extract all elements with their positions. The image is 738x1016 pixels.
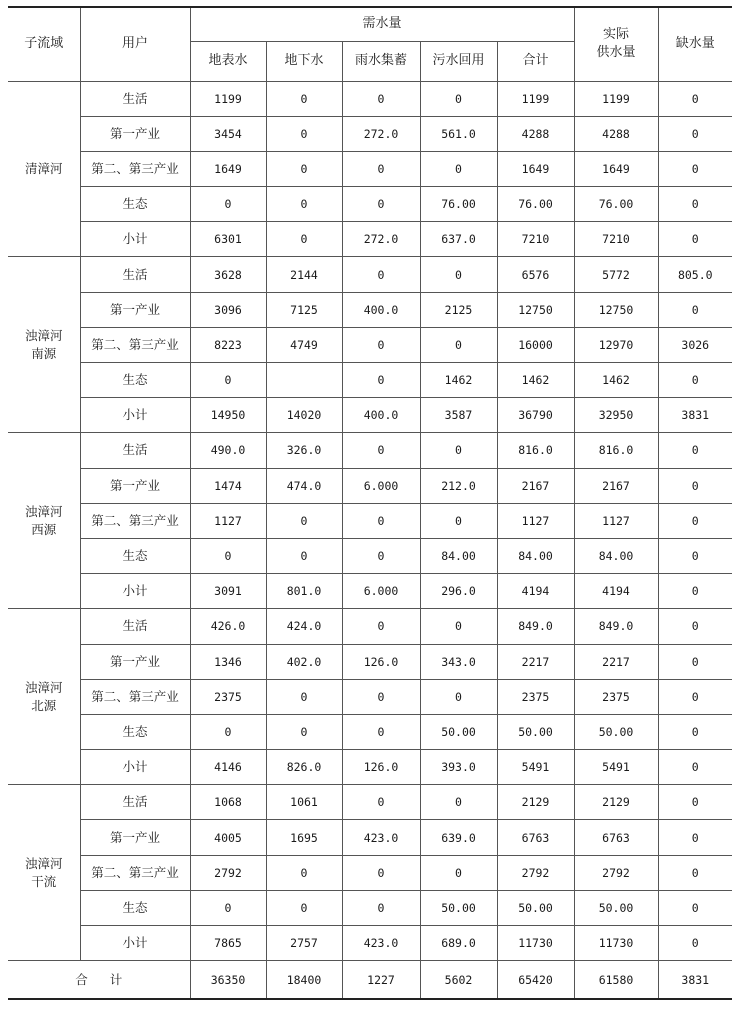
value-cell: 2167 (574, 468, 658, 503)
value-cell: 826.0 (266, 750, 342, 785)
value-cell: 0 (658, 363, 732, 398)
value-cell: 0 (342, 187, 420, 222)
value-cell: 7865 (190, 926, 266, 961)
value-cell: 0 (420, 81, 497, 116)
value-cell: 0 (420, 609, 497, 644)
value-cell: 0 (190, 714, 266, 749)
value-cell: 0 (266, 187, 342, 222)
subbasin-name-line: 浊漳河 (24, 855, 63, 871)
value-cell: 2217 (574, 644, 658, 679)
header-subbasin: 子流域 (8, 7, 80, 81)
value-cell: 849.0 (574, 609, 658, 644)
value-cell: 0 (658, 644, 732, 679)
value-cell: 393.0 (420, 750, 497, 785)
value-cell: 2375 (497, 679, 574, 714)
user-cell: 第二、第三产业 (80, 151, 190, 186)
value-cell: 0 (266, 855, 342, 890)
table-row (8, 679, 732, 714)
value-cell: 805.0 (658, 257, 732, 292)
user-cell: 生态 (80, 538, 190, 573)
value-cell: 4288 (497, 116, 574, 151)
value-cell: 12750 (497, 292, 574, 327)
value-cell: 0 (342, 503, 420, 538)
value-cell: 3831 (658, 398, 732, 433)
value-cell: 0 (266, 679, 342, 714)
value-cell: 0 (342, 785, 420, 820)
value-cell: 2792 (574, 855, 658, 890)
value-cell: 1462 (574, 363, 658, 398)
value-cell: 474.0 (266, 468, 342, 503)
value-cell: 3026 (658, 327, 732, 362)
user-cell: 第二、第三产业 (80, 855, 190, 890)
header-actual-supply-line2: 供水量 (596, 45, 636, 61)
water-balance-table (8, 6, 732, 1000)
value-cell: 0 (658, 187, 732, 222)
total-value-cell: 65420 (497, 961, 574, 999)
user-cell: 第二、第三产业 (80, 679, 190, 714)
table-row (8, 292, 732, 327)
value-cell: 0 (658, 609, 732, 644)
total-label: 合计 (8, 961, 190, 999)
value-cell: 2375 (574, 679, 658, 714)
value-cell: 0 (266, 81, 342, 116)
value-cell: 36790 (497, 398, 574, 433)
subbasin-name (8, 609, 80, 785)
value-cell: 0 (190, 187, 266, 222)
value-cell: 0 (658, 81, 732, 116)
total-row (8, 961, 732, 999)
user-cell: 小计 (80, 926, 190, 961)
value-cell: 296.0 (420, 574, 497, 609)
user-cell: 生活 (80, 785, 190, 820)
user-cell: 第一产业 (80, 820, 190, 855)
subbasin-name-line: 清漳河 (24, 160, 63, 176)
value-cell: 343.0 (420, 644, 497, 679)
table-row (8, 503, 732, 538)
value-cell: 1199 (497, 81, 574, 116)
value-cell: 0 (658, 890, 732, 925)
value-cell: 1199 (190, 81, 266, 116)
value-cell: 212.0 (420, 468, 497, 503)
value-cell: 424.0 (266, 609, 342, 644)
value-cell: 402.0 (266, 644, 342, 679)
value-cell: 16000 (497, 327, 574, 362)
value-cell: 6763 (497, 820, 574, 855)
value-cell: 1127 (497, 503, 574, 538)
table-row (8, 327, 732, 362)
table-row (8, 574, 732, 609)
table-row (8, 81, 732, 116)
user-cell: 第一产业 (80, 116, 190, 151)
value-cell: 3628 (190, 257, 266, 292)
user-cell: 生态 (80, 714, 190, 749)
value-cell: 561.0 (420, 116, 497, 151)
subbasin-name-line: 南源 (31, 345, 57, 361)
value-cell: 0 (658, 433, 732, 468)
value-cell: 4146 (190, 750, 266, 785)
value-cell: 6576 (497, 257, 574, 292)
value-cell: 272.0 (342, 116, 420, 151)
value-cell: 76.00 (574, 187, 658, 222)
user-cell: 小计 (80, 222, 190, 257)
value-cell: 2757 (266, 926, 342, 961)
value-cell: 0 (342, 151, 420, 186)
value-cell: 0 (420, 257, 497, 292)
value-cell: 4194 (497, 574, 574, 609)
table-row (8, 151, 732, 186)
value-cell: 0 (342, 890, 420, 925)
value-cell: 50.00 (420, 714, 497, 749)
table-row (8, 855, 732, 890)
value-cell: 7210 (574, 222, 658, 257)
value-cell: 2792 (497, 855, 574, 890)
value-cell: 0 (266, 503, 342, 538)
value-cell: 423.0 (342, 820, 420, 855)
user-cell: 小计 (80, 574, 190, 609)
value-cell: 490.0 (190, 433, 266, 468)
value-cell: 426.0 (190, 609, 266, 644)
value-cell: 0 (420, 785, 497, 820)
value-cell: 11730 (497, 926, 574, 961)
table-row (8, 926, 732, 961)
header-groundwater: 地下水 (266, 41, 342, 81)
value-cell: 2375 (190, 679, 266, 714)
total-value-cell: 5602 (420, 961, 497, 999)
value-cell: 0 (658, 468, 732, 503)
value-cell: 11730 (574, 926, 658, 961)
value-cell: 7125 (266, 292, 342, 327)
value-cell: 816.0 (574, 433, 658, 468)
subbasin-name-line: 西源 (31, 521, 57, 537)
user-cell: 第二、第三产业 (80, 503, 190, 538)
value-cell: 1068 (190, 785, 266, 820)
value-cell: 84.00 (497, 538, 574, 573)
value-cell: 400.0 (342, 398, 420, 433)
value-cell: 0 (342, 257, 420, 292)
value-cell: 2125 (420, 292, 497, 327)
value-cell: 0 (658, 503, 732, 538)
value-cell: 0 (420, 433, 497, 468)
header-actual-supply-line1: 实际 (603, 27, 630, 43)
value-cell: 1127 (190, 503, 266, 538)
header-reclaimed-water: 污水回用 (420, 41, 497, 81)
value-cell: 3454 (190, 116, 266, 151)
table-row (8, 468, 732, 503)
user-cell: 小计 (80, 398, 190, 433)
value-cell: 0 (658, 574, 732, 609)
total-value-cell: 1227 (342, 961, 420, 999)
total-value-cell: 61580 (574, 961, 658, 999)
value-cell: 8223 (190, 327, 266, 362)
subbasin-name (8, 257, 80, 433)
value-cell: 5772 (574, 257, 658, 292)
value-cell: 0 (658, 750, 732, 785)
value-cell: 50.00 (574, 890, 658, 925)
value-cell: 689.0 (420, 926, 497, 961)
table-row (8, 890, 732, 925)
value-cell: 84.00 (574, 538, 658, 573)
header-rainwater: 雨水集蓄 (342, 41, 420, 81)
value-cell: 0 (658, 820, 732, 855)
value-cell: 0 (266, 116, 342, 151)
value-cell: 2217 (497, 644, 574, 679)
value-cell: 4005 (190, 820, 266, 855)
user-cell: 生活 (80, 81, 190, 116)
header-user: 用户 (80, 7, 190, 81)
value-cell: 2792 (190, 855, 266, 890)
header-demand-group: 需水量 (190, 7, 574, 41)
table-row (8, 257, 732, 292)
value-cell: 0 (658, 116, 732, 151)
value-cell: 6.000 (342, 468, 420, 503)
table-row (8, 785, 732, 820)
value-cell: 1462 (420, 363, 497, 398)
table-row (8, 538, 732, 573)
value-cell: 84.00 (420, 538, 497, 573)
value-cell: 0 (342, 855, 420, 890)
user-cell: 第二、第三产业 (80, 327, 190, 362)
value-cell: 4194 (574, 574, 658, 609)
value-cell: 0 (420, 679, 497, 714)
value-cell: 0 (342, 679, 420, 714)
subbasin-name (8, 433, 80, 609)
value-cell: 1649 (574, 151, 658, 186)
header-demand-total: 合计 (497, 41, 574, 81)
value-cell: 1649 (497, 151, 574, 186)
value-cell: 1462 (497, 363, 574, 398)
value-cell: 6301 (190, 222, 266, 257)
value-cell: 0 (342, 714, 420, 749)
value-cell: 0 (658, 222, 732, 257)
value-cell: 1061 (266, 785, 342, 820)
table-row (8, 398, 732, 433)
user-cell: 生态 (80, 187, 190, 222)
value-cell: 14950 (190, 398, 266, 433)
table-body (8, 81, 732, 999)
value-cell: 849.0 (497, 609, 574, 644)
value-cell: 0 (190, 363, 266, 398)
value-cell: 50.00 (420, 890, 497, 925)
value-cell: 0 (266, 538, 342, 573)
value-cell: 2129 (497, 785, 574, 820)
user-cell: 生活 (80, 609, 190, 644)
value-cell: 272.0 (342, 222, 420, 257)
value-cell: 0 (342, 81, 420, 116)
value-cell: 0 (266, 890, 342, 925)
value-cell: 3587 (420, 398, 497, 433)
value-cell: 5491 (497, 750, 574, 785)
total-value-cell: 3831 (658, 961, 732, 999)
value-cell: 76.00 (420, 187, 497, 222)
value-cell: 816.0 (497, 433, 574, 468)
value-cell: 3091 (190, 574, 266, 609)
user-cell: 小计 (80, 750, 190, 785)
user-cell: 生态 (80, 363, 190, 398)
value-cell: 76.00 (497, 187, 574, 222)
subbasin-name (8, 785, 80, 961)
table-row (8, 609, 732, 644)
value-cell: 639.0 (420, 820, 497, 855)
value-cell: 0 (658, 785, 732, 820)
value-cell: 0 (190, 538, 266, 573)
value-cell: 0 (658, 679, 732, 714)
table-row (8, 116, 732, 151)
value-cell: 2129 (574, 785, 658, 820)
value-cell: 0 (342, 609, 420, 644)
table-row (8, 433, 732, 468)
total-value-cell: 18400 (266, 961, 342, 999)
value-cell: 126.0 (342, 750, 420, 785)
table-row (8, 750, 732, 785)
value-cell: 0 (342, 363, 420, 398)
value-cell: 423.0 (342, 926, 420, 961)
user-cell: 第一产业 (80, 644, 190, 679)
value-cell: 637.0 (420, 222, 497, 257)
value-cell: 0 (420, 327, 497, 362)
value-cell: 4288 (574, 116, 658, 151)
value-cell: 0 (658, 926, 732, 961)
user-cell: 生态 (80, 890, 190, 925)
value-cell: 2167 (497, 468, 574, 503)
subbasin-name-line: 干流 (31, 873, 57, 889)
value-cell: 0 (658, 292, 732, 327)
value-cell: 0 (342, 327, 420, 362)
value-cell: 6.000 (342, 574, 420, 609)
value-cell: 5491 (574, 750, 658, 785)
value-cell (266, 363, 342, 398)
user-cell: 第一产业 (80, 468, 190, 503)
value-cell: 1127 (574, 503, 658, 538)
value-cell: 0 (658, 538, 732, 573)
value-cell: 0 (658, 855, 732, 890)
header-shortage: 缺水量 (658, 7, 732, 81)
value-cell: 6763 (574, 820, 658, 855)
value-cell: 7210 (497, 222, 574, 257)
value-cell: 50.00 (497, 890, 574, 925)
subbasin-name (8, 81, 80, 257)
value-cell: 0 (658, 714, 732, 749)
value-cell: 50.00 (574, 714, 658, 749)
value-cell: 0 (420, 855, 497, 890)
value-cell: 14020 (266, 398, 342, 433)
value-cell: 0 (190, 890, 266, 925)
table-row (8, 187, 732, 222)
table-row (8, 222, 732, 257)
value-cell: 0 (420, 151, 497, 186)
user-cell: 生活 (80, 433, 190, 468)
value-cell: 0 (266, 151, 342, 186)
header-surface-water: 地表水 (190, 41, 266, 81)
subbasin-name-line: 浊漳河 (24, 327, 63, 343)
user-cell: 生活 (80, 257, 190, 292)
value-cell: 1474 (190, 468, 266, 503)
value-cell: 2144 (266, 257, 342, 292)
value-cell: 1649 (190, 151, 266, 186)
user-cell: 第一产业 (80, 292, 190, 327)
value-cell: 1199 (574, 81, 658, 116)
header-actual-supply (574, 7, 658, 81)
subbasin-name-line: 浊漳河 (24, 679, 63, 695)
value-cell: 0 (658, 151, 732, 186)
value-cell: 32950 (574, 398, 658, 433)
value-cell: 0 (342, 433, 420, 468)
subbasin-name-line: 浊漳河 (24, 503, 63, 519)
value-cell: 400.0 (342, 292, 420, 327)
value-cell: 1695 (266, 820, 342, 855)
value-cell: 0 (342, 538, 420, 573)
value-cell: 326.0 (266, 433, 342, 468)
value-cell: 3096 (190, 292, 266, 327)
subbasin-name-line: 北源 (31, 697, 57, 713)
value-cell: 801.0 (266, 574, 342, 609)
value-cell: 12750 (574, 292, 658, 327)
value-cell: 0 (266, 222, 342, 257)
value-cell: 4749 (266, 327, 342, 362)
total-value-cell: 36350 (190, 961, 266, 999)
table-row (8, 820, 732, 855)
table-row (8, 363, 732, 398)
value-cell: 0 (266, 714, 342, 749)
value-cell: 50.00 (497, 714, 574, 749)
value-cell: 1346 (190, 644, 266, 679)
table-row (8, 714, 732, 749)
value-cell: 126.0 (342, 644, 420, 679)
table-row (8, 644, 732, 679)
value-cell: 12970 (574, 327, 658, 362)
value-cell: 0 (420, 503, 497, 538)
